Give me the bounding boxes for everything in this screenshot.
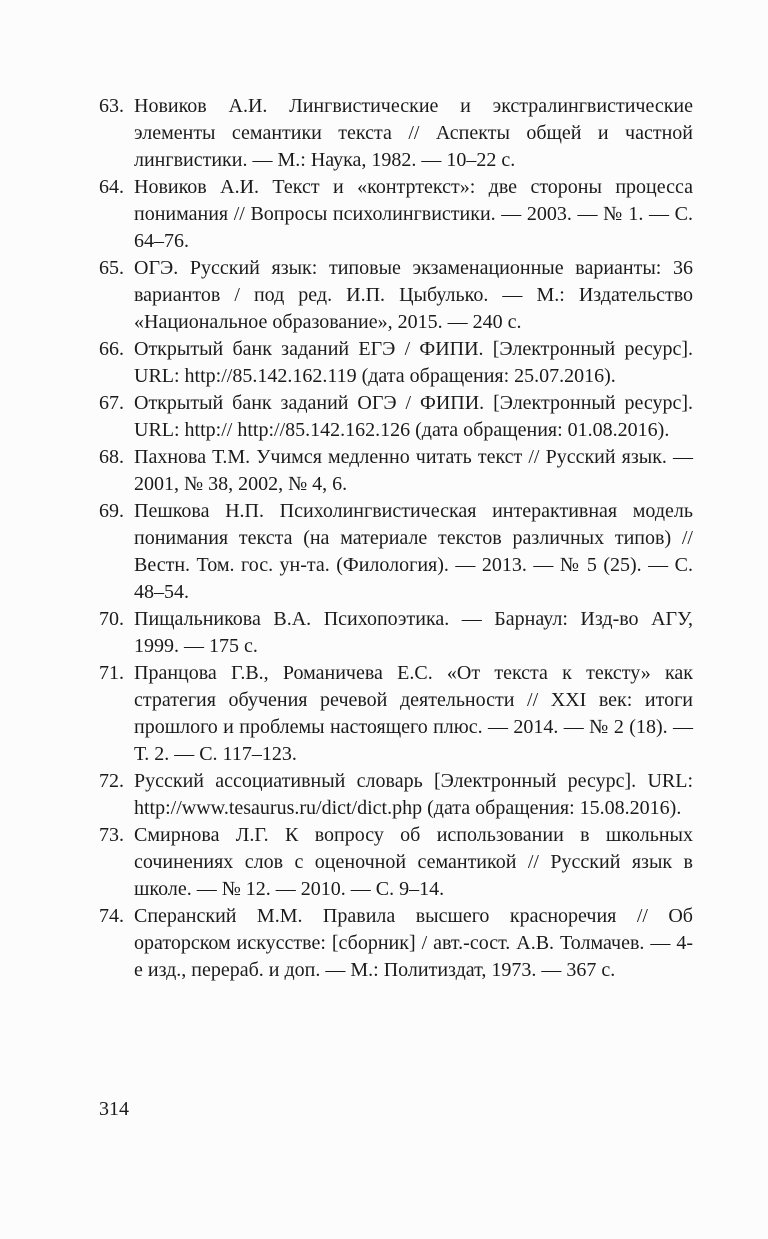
entry-number: 69. — [99, 500, 124, 522]
entry-number: 70. — [99, 608, 124, 630]
entry-text: Новиков А.И. Текст и «контртекст»: две стороны процесса понимания // Вопросы психолингвистики. — 2003. — № 1. — С. 64–76. — [134, 176, 693, 252]
bibliography-entry — [99, 903, 693, 984]
entry-number: 63. — [99, 95, 124, 117]
entry-text: Сперанский М.М. Правила высшего красноречия // Об ораторском искусстве: [сборник] / авт.-сост. А.В. Толмачев. — 4-е изд., перераб. и доп. — М.: Политиздат, 1973. — 367 с. — [134, 905, 693, 981]
bibliography-entry — [99, 768, 693, 822]
entry-text: Русский ассоциативный словарь [Электронный ресурс]. URL: http://www.tesaurus.ru/dict/dict.php (дата обращения: 15.08.2016). — [134, 770, 693, 819]
entry-number: 73. — [99, 824, 124, 846]
entry-text: Открытый банк заданий ОГЭ / ФИПИ. [Электронный ресурс]. URL: http:// http://85.142.162.126 (дата обращения: 01.08.2016). — [134, 392, 693, 441]
page-number: 314 — [99, 1098, 129, 1120]
entry-text: Пищальникова В.А. Психопоэтика. — Барнаул: Изд-во АГУ, 1999. — 175 с. — [134, 608, 693, 657]
bibliography-entry — [99, 390, 693, 444]
bibliography-entry — [99, 93, 693, 174]
entry-number: 72. — [99, 770, 124, 792]
bibliography-entry — [99, 822, 693, 903]
entry-number: 68. — [99, 446, 124, 468]
bibliography-entry — [99, 660, 693, 768]
entry-number: 66. — [99, 338, 124, 360]
entry-number: 71. — [99, 662, 124, 684]
bibliography-entry — [99, 498, 693, 606]
entry-text: Смирнова Л.Г. К вопросу об использовании в школьных сочинениях слов с оценочной семантикой // Русский язык в школе. — № 12. — 2010. — С. 9–14. — [134, 824, 693, 900]
entry-text: Новиков А.И. Лингвистические и экстралингвистические элементы семантики текста // Аспекты общей и частной лингвистики. — М.: Наука, 1982. — 10–22 с. — [134, 95, 693, 171]
entry-text: ОГЭ. Русский язык: типовые экзаменационные варианты: 36 вариантов / под ред. И.П. Цыбулько. — М.: Издательство «Национальное образование», 2015. — 240 с. — [134, 257, 693, 333]
bibliography-entry — [99, 255, 693, 336]
entry-number: 64. — [99, 176, 124, 198]
bibliography-entry — [99, 606, 693, 660]
entry-text: Пахнова Т.М. Учимся медленно читать текст // Русский язык. — 2001, № 38, 2002, № 4, 6. — [134, 446, 693, 495]
entry-number: 65. — [99, 257, 124, 279]
entry-number: 74. — [99, 905, 124, 927]
bibliography-entry — [99, 174, 693, 255]
bibliography-entry — [99, 336, 693, 390]
entry-text: Открытый банк заданий ЕГЭ / ФИПИ. [Электронный ресурс]. URL: http://85.142.162.119 (дата обращения: 25.07.2016). — [134, 338, 693, 387]
bibliography-entry — [99, 444, 693, 498]
entry-text: Пешкова Н.П. Психолингвистическая интерактивная модель понимания текста (на материале текстов различных типов) // Вестн. Том. гос. ун-та. (Филология). — 2013. — № 5 (25). — С. 48–54. — [134, 500, 693, 603]
bibliography-list — [99, 93, 693, 984]
entry-number: 67. — [99, 392, 124, 414]
entry-text: Пранцова Г.В., Романичева Е.С. «От текста к тексту» как стратегия обучения речевой деятельности // XXI век: итоги прошлого и проблемы настоящего плюс. — 2014. — № 2 (18). — Т. 2. — С. 117–123. — [134, 662, 693, 765]
